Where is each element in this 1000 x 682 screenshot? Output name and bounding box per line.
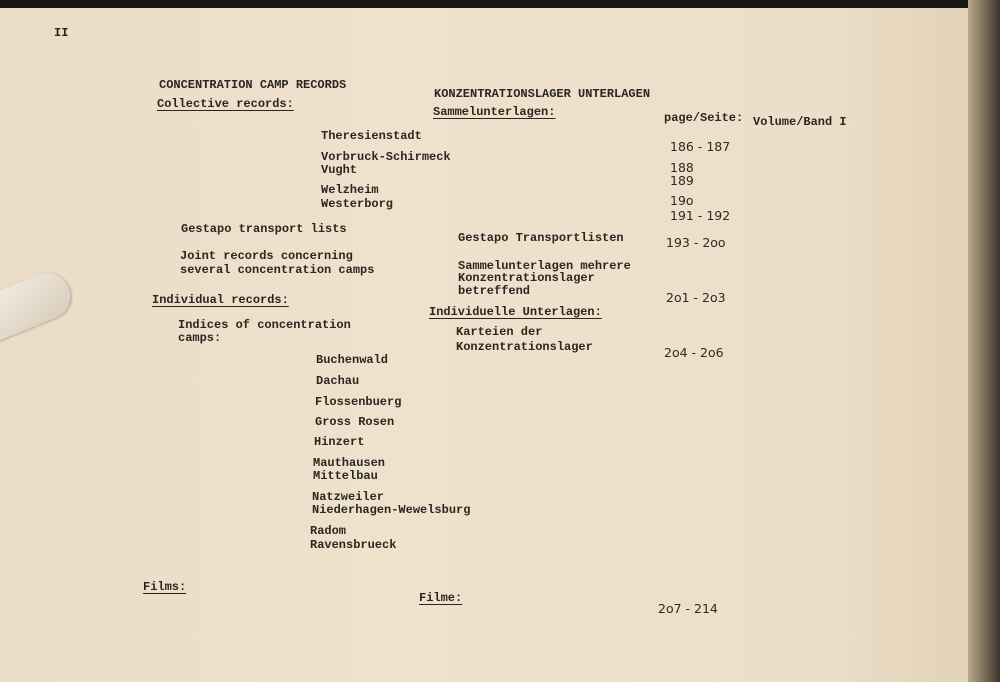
camp-name: Vorbruck-Schirmeck — [321, 150, 451, 164]
collective-heading-de: Sammelunterlagen: — [433, 105, 556, 119]
camp-name: Buchenwald — [316, 353, 389, 367]
page-range: 191 - 192 — [670, 208, 731, 223]
films-heading-de: Filme: — [419, 591, 463, 605]
camp-name: Radom — [310, 524, 347, 538]
camp-name: Welzheim — [321, 183, 379, 197]
joint-records-de: Sammelunterlagen mehrere — [458, 259, 631, 273]
joint-records-en: Joint records concerning — [180, 249, 353, 263]
camp-name: Theresienstadt — [321, 129, 422, 143]
camp-name: Flossenbuerg — [315, 395, 402, 409]
page-range: 186 - 187 — [670, 139, 731, 154]
collective-heading-en: Collective records: — [157, 97, 294, 111]
indices-en: Indices of concentration — [178, 318, 351, 332]
joint-pages: 2o1 - 2o3 — [666, 290, 726, 305]
indices-de: Konzentrationslager — [456, 340, 593, 354]
films-pages: 2o7 - 214 — [658, 601, 718, 616]
camp-name: Hinzert — [314, 435, 365, 449]
page-column-header: page/Seite: — [664, 111, 744, 125]
page-range: 19o — [670, 193, 694, 208]
camp-name: Westerborg — [321, 197, 394, 211]
page-range: 188 — [670, 160, 694, 175]
individual-heading-en: Individual records: — [152, 293, 289, 307]
films-heading-en: Films: — [143, 580, 187, 594]
gestapo-pages: 193 - 2oo — [666, 235, 726, 250]
title-de: KONZENTRATIONSLAGER UNTERLAGEN — [434, 87, 651, 101]
camp-name: Ravensbrueck — [310, 538, 397, 552]
camp-name: Vught — [321, 163, 358, 177]
camp-name: Natzweiler — [312, 490, 385, 504]
joint-records-de: betreffend — [458, 284, 531, 298]
individual-heading-de: Individuelle Unterlagen: — [429, 305, 602, 319]
joint-records-de: Konzentrationslager — [458, 271, 595, 285]
binder-spine — [968, 0, 1000, 682]
camp-name: Niederhagen-Wewelsburg — [312, 503, 471, 517]
joint-records-en: several concentration camps — [180, 263, 375, 277]
camp-name: Mauthausen — [313, 456, 386, 470]
camp-name: Dachau — [316, 374, 360, 388]
indices-pages: 2o4 - 2o6 — [664, 345, 724, 360]
camp-name: Mittelbau — [313, 469, 378, 483]
page-label: II — [54, 26, 69, 40]
camp-name: Gross Rosen — [315, 415, 395, 429]
indices-en: camps: — [178, 331, 222, 345]
indices-de: Karteien der — [456, 325, 543, 339]
gestapo-lists-en: Gestapo transport lists — [181, 222, 347, 236]
page-range: 189 — [670, 173, 694, 188]
gestapo-lists-de: Gestapo Transportlisten — [458, 231, 624, 245]
title-en: CONCENTRATION CAMP RECORDS — [159, 78, 347, 92]
document-page — [0, 8, 968, 682]
volume-column-header: Volume/Band I — [753, 115, 847, 129]
